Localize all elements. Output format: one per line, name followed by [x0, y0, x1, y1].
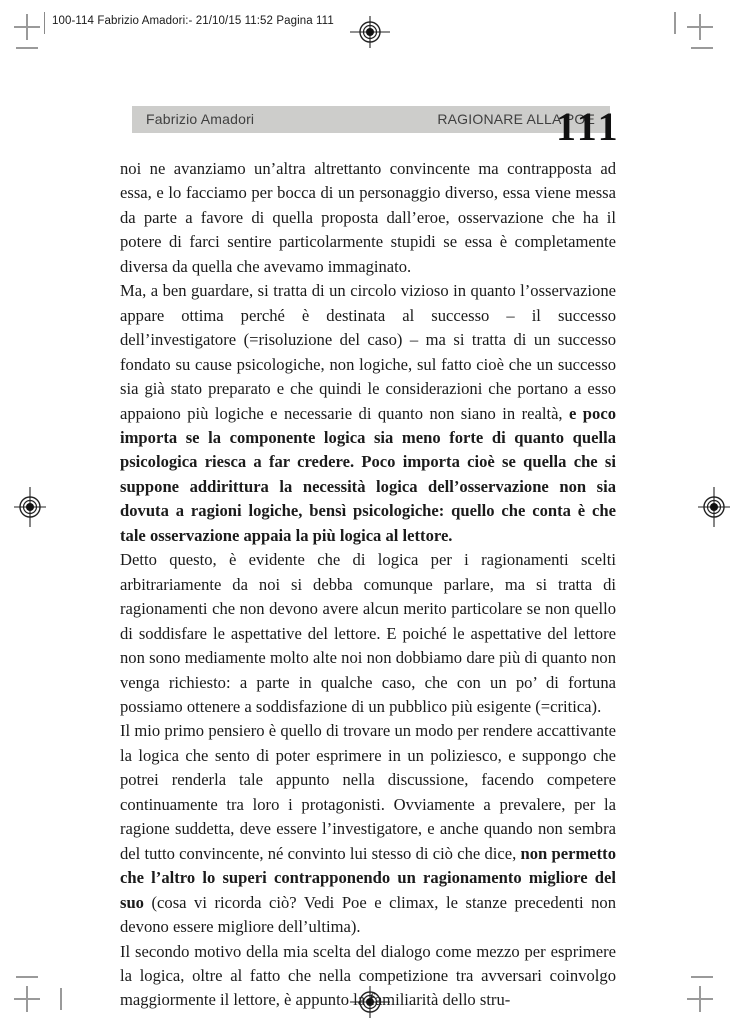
crop-mark-bottom-left [14, 978, 48, 1012]
running-head-title: RAGIONARE ALLA POE [437, 111, 595, 127]
crop-mark-dash [691, 47, 713, 49]
body-paragraph [120, 940, 616, 1013]
registration-target-top [348, 10, 392, 54]
trim-edge-rule-bottom-left [60, 988, 62, 1010]
crop-mark-top-left [14, 14, 48, 48]
text-run: Il secondo motivo della mia scelta del dialogo come mezzo per esprimere la logica, oltre al fatto che nella competizione tra avversari coinvolgo maggiormente il lettore, è appunto la familiarità dello stru- [120, 941, 616, 1010]
crop-mark-dash [16, 976, 38, 978]
running-head-author: Fabrizio Amadori [146, 111, 255, 127]
text-run: (cosa vi ricorda ciò? Vedi Poe e climax, le stanze precedenti non devono essere migliore dell’ultima). [120, 892, 616, 937]
bold-emphasis-run: e poco importa se la componente logica sia meno forte di quanto quella psicologica riesca a far credere. Poco importa cioè se quella che si suppone addirittura la necessità logica dell’osservazione non sia dovuta a ragioni logiche, bensì psicologiche: quello che conta è che tale osservazione appaia la più logica al lettore. [120, 403, 616, 545]
body-paragraph [120, 157, 616, 279]
crop-mark-vertical-line [26, 986, 28, 1012]
body-paragraph [120, 719, 616, 939]
body-text-column [120, 157, 616, 1013]
bold-emphasis-run: non permetto che l’altro lo superi contrapponendo un ragionamento migliore del suo [120, 843, 617, 912]
text-run: Il mio primo pensiero è quello di trovare un modo per rendere accattivante la logica che sento di poter esprimere in un poliziesco, e suppongo che potrei renderla tale appunto nella discussione, facendo competere continuamente tra loro i protagonisti. Ovviamente a prevalere, per la ragione suddetta, deve essere l’investigatore, e anche quando non sembra del tutto convincente, né convinto lui stesso di ciò che dice, [120, 721, 616, 863]
crop-mark-vertical-line [699, 986, 701, 1012]
crop-mark-top-right [687, 14, 721, 48]
body-paragraph [120, 548, 616, 719]
text-run: Ma, a ben guardare, si tratta di un circolo vizioso in quanto l’osservazione appare ottima perché è destinata al successo – il successo dell’investigatore (=risoluzione del caso) – ma si tratta di un successo fondato su cause psicologiche, non logiche, sul fatto cioè che un successo sia già stato preparato e che quindi le considerazioni che portano a esso appaiono più logiche e necessarie di quanto non siano in realtà, [120, 281, 616, 423]
trim-edge-rule-top-right [674, 12, 676, 34]
crop-mark-vertical-line [699, 14, 701, 40]
crop-mark-bottom-right [687, 978, 721, 1012]
crop-mark-dash [16, 47, 38, 49]
page-folio-number: 111 [556, 104, 621, 149]
crop-mark-vertical-line [26, 14, 28, 40]
body-paragraph [120, 279, 616, 548]
text-run: Detto questo, è evidente che di logica per i ragionamenti scelti arbitrariamente da noi si debba comunque parlare, ma si tratta di ragionamenti che non devono avere alcun merito particolare se non quello di soddisfare le aspettative del lettore. E poiché le aspettative del lettore non sono mediamente molto alte noi non dobbiamo dare più di quanto non venga richiesto: a parte in qualche caso, che con un po’ di fortuna possiamo ottenere a soddisfazione di un pubblico più esigente (=critica). [120, 550, 616, 716]
text-run: noi ne avanziamo un’altra altrettanto convincente ma contrapposta ad essa, e lo facciamo per bocca di un personaggio diverso, essa viene messa da parte a favore di quella proposta dall’eroe, osservazione che ha il potere di farci sentire particolarmente stupidi se essa è completamente diversa da quella che avevamo immaginato. [120, 159, 616, 276]
registration-target-left [8, 485, 52, 529]
registration-target-right [692, 485, 735, 529]
crop-mark-dash [691, 976, 713, 978]
proof-slug-line: 100-114 Fabrizio Amadori:- 21/10/15 11:52 Pagina 111 [52, 15, 334, 27]
